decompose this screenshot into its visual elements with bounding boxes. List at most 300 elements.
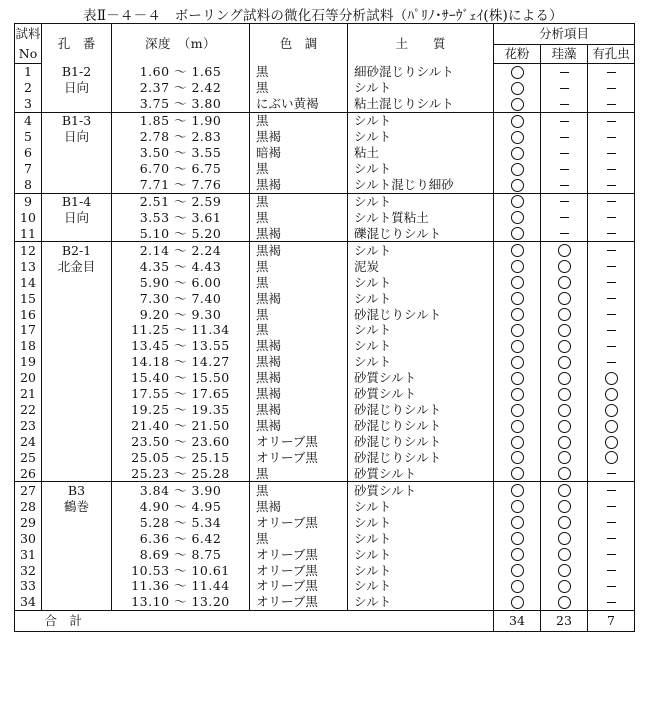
samples-table xyxy=(14,23,635,632)
color-cell: オリーブ黒 xyxy=(250,578,348,594)
table-row xyxy=(15,129,635,145)
circle-mark-icon xyxy=(558,356,571,369)
diatom-mark-cell xyxy=(541,193,588,209)
table-row xyxy=(15,546,635,562)
dash-mark-icon xyxy=(607,233,616,234)
table-row xyxy=(15,80,635,96)
hole-cell xyxy=(42,386,112,402)
soil-cell: 砂混じりシルト xyxy=(348,418,494,434)
circle-mark-icon xyxy=(511,436,524,449)
hole-cell xyxy=(42,145,112,161)
foraminifera-mark-cell xyxy=(588,274,635,290)
depth-cell: 8.69 ～ 8.75 xyxy=(112,546,250,562)
pollen-mark-cell xyxy=(494,498,541,514)
diatom-mark-cell xyxy=(541,129,588,145)
dash-mark-icon xyxy=(607,586,616,587)
hole-cell xyxy=(42,274,112,290)
dash-mark-icon xyxy=(607,538,616,539)
total-diatom: 23 xyxy=(541,610,588,631)
pollen-mark-cell xyxy=(494,530,541,546)
sample-no-cell: 17 xyxy=(20,322,36,338)
depth-cell: 2.78 ～ 2.83 xyxy=(112,129,250,145)
hole-cell: 日向 xyxy=(42,209,112,225)
sample-no-cell: 23 xyxy=(20,418,36,434)
table-row xyxy=(15,338,635,354)
pollen-mark-cell xyxy=(494,177,541,193)
dash-mark-icon xyxy=(560,233,569,234)
hole-cell: 北金目 xyxy=(42,258,112,274)
table-row xyxy=(15,402,635,418)
hole-cell: 日向 xyxy=(42,129,112,145)
header-sample-no xyxy=(15,24,42,45)
circle-mark-icon xyxy=(511,147,524,160)
circle-mark-icon xyxy=(511,179,524,192)
diatom-mark-cell xyxy=(541,177,588,193)
sample-no-cell: 28 xyxy=(20,498,36,514)
hole-cell xyxy=(42,322,112,338)
dash-mark-icon xyxy=(607,346,616,347)
circle-mark-icon xyxy=(511,356,524,369)
circle-mark-icon xyxy=(558,532,571,545)
circle-mark-icon xyxy=(558,404,571,417)
table-row xyxy=(15,225,635,241)
dash-mark-icon xyxy=(607,506,616,507)
circle-mark-icon xyxy=(511,548,524,561)
color-cell: オリーブ黒 xyxy=(250,434,348,450)
foraminifera-mark-cell xyxy=(588,402,635,418)
circle-mark-icon xyxy=(511,564,524,577)
table-row xyxy=(15,322,635,338)
soil-cell: シルト xyxy=(348,498,494,514)
circle-mark-icon xyxy=(558,436,571,449)
total-foraminifera: 7 xyxy=(588,610,635,631)
circle-mark-icon xyxy=(605,451,618,464)
dash-mark-icon xyxy=(607,298,616,299)
pollen-mark-cell xyxy=(494,64,541,80)
diatom-mark-cell xyxy=(541,418,588,434)
dash-mark-icon xyxy=(560,72,569,73)
diatom-mark-cell xyxy=(541,322,588,338)
soil-cell: シルト混じり細砂 xyxy=(348,177,494,193)
circle-mark-icon xyxy=(511,276,524,289)
diatom-mark-cell xyxy=(541,161,588,177)
header-diatom: 珪藻 xyxy=(541,45,588,64)
foraminifera-mark-cell xyxy=(588,450,635,466)
sample-no-cell: 4 xyxy=(15,112,42,128)
dash-mark-icon xyxy=(607,570,616,571)
table-body xyxy=(15,64,635,611)
dash-mark-icon xyxy=(560,88,569,89)
total-label: 合 計 xyxy=(15,610,112,631)
dash-mark-icon xyxy=(607,217,616,218)
circle-mark-icon xyxy=(605,372,618,385)
circle-mark-icon xyxy=(511,324,524,337)
hole-cell xyxy=(42,594,112,610)
foraminifera-mark-cell xyxy=(588,177,635,193)
table-row xyxy=(15,418,635,434)
table-row xyxy=(15,306,635,322)
table-row xyxy=(15,112,635,128)
dash-mark-icon xyxy=(560,185,569,186)
circle-mark-icon xyxy=(511,244,524,257)
sample-no-cell: 24 xyxy=(20,434,36,450)
dash-mark-icon xyxy=(607,250,616,251)
total-blank xyxy=(348,610,494,631)
dash-mark-icon xyxy=(607,121,616,122)
sample-no-cell: 27 xyxy=(15,482,42,498)
dash-mark-icon xyxy=(560,137,569,138)
depth-cell: 11.36 ～ 11.44 xyxy=(112,578,250,594)
sample-no-cell: 3 xyxy=(24,96,32,112)
dash-mark-icon xyxy=(607,522,616,523)
foraminifera-mark-cell xyxy=(588,434,635,450)
table-row xyxy=(15,530,635,546)
dash-mark-icon xyxy=(607,330,616,331)
header-no-abbrev: No xyxy=(15,45,42,64)
pollen-mark-cell xyxy=(494,434,541,450)
sample-no-cell: 31 xyxy=(20,546,36,562)
table-row xyxy=(15,386,635,402)
table-row xyxy=(15,498,635,514)
color-cell: 黒褐 xyxy=(250,338,348,354)
pollen-mark-cell xyxy=(494,514,541,530)
depth-cell: 14.18 ～ 14.27 xyxy=(112,354,250,370)
soil-cell: 細砂混じりシルト xyxy=(348,64,494,80)
dash-mark-icon xyxy=(607,72,616,73)
circle-mark-icon xyxy=(511,484,524,497)
foraminifera-mark-cell xyxy=(588,578,635,594)
dash-mark-icon xyxy=(607,282,616,283)
circle-mark-icon xyxy=(558,276,571,289)
table-row xyxy=(15,434,635,450)
pollen-mark-cell xyxy=(494,258,541,274)
circle-mark-icon xyxy=(511,82,524,95)
sample-no-cell: 19 xyxy=(20,354,36,370)
hole-cell xyxy=(42,578,112,594)
circle-mark-icon xyxy=(511,308,524,321)
table-row xyxy=(15,290,635,306)
diatom-mark-cell xyxy=(541,562,588,578)
depth-cell: 4.35 ～ 4.43 xyxy=(112,258,250,274)
circle-mark-icon xyxy=(558,451,571,464)
total-pollen: 34 xyxy=(494,610,541,631)
pollen-mark-cell xyxy=(494,80,541,96)
color-cell: 黒褐 xyxy=(250,225,348,241)
sample-no-cell: 12 xyxy=(15,242,42,258)
soil-cell: シルト xyxy=(348,193,494,209)
hole-cell xyxy=(42,338,112,354)
depth-cell: 1.60 ～ 1.65 xyxy=(112,64,250,80)
circle-mark-icon xyxy=(558,580,571,593)
depth-cell: 9.20 ～ 9.30 xyxy=(112,306,250,322)
depth-cell: 13.10 ～ 13.20 xyxy=(112,594,250,610)
header-analysis: 分析項目 xyxy=(494,24,635,45)
color-cell: 黒 xyxy=(250,193,348,209)
sample-no-cell: 29 xyxy=(20,514,36,530)
table-row xyxy=(15,64,635,80)
hole-cell: 鶴巻 xyxy=(42,498,112,514)
pollen-mark-cell xyxy=(494,338,541,354)
foraminifera-mark-cell xyxy=(588,322,635,338)
color-cell: 黒 xyxy=(250,322,348,338)
dash-mark-icon xyxy=(607,554,616,555)
soil-cell: シルト xyxy=(348,161,494,177)
circle-mark-icon xyxy=(511,292,524,305)
circle-mark-icon xyxy=(511,340,524,353)
soil-cell: 砂質シルト xyxy=(348,370,494,386)
diatom-mark-cell xyxy=(541,209,588,225)
foraminifera-mark-cell xyxy=(588,290,635,306)
foraminifera-mark-cell xyxy=(588,465,635,481)
circle-mark-icon xyxy=(511,372,524,385)
table-row xyxy=(15,161,635,177)
circle-mark-icon xyxy=(558,388,571,401)
hole-cell xyxy=(42,434,112,450)
foraminifera-mark-cell xyxy=(588,193,635,209)
dash-mark-icon xyxy=(607,169,616,170)
hole-cell xyxy=(42,354,112,370)
circle-mark-icon xyxy=(511,467,524,480)
table-row xyxy=(15,370,635,386)
pollen-mark-cell xyxy=(494,161,541,177)
circle-mark-icon xyxy=(558,467,571,480)
depth-cell: 3.84 ～ 3.90 xyxy=(112,482,250,498)
header-hole: 孔 番 xyxy=(42,24,112,64)
depth-cell: 6.70 ～ 6.75 xyxy=(112,161,250,177)
foraminifera-mark-cell xyxy=(588,242,635,258)
pollen-mark-cell xyxy=(494,386,541,402)
diatom-mark-cell xyxy=(541,338,588,354)
depth-cell: 5.10 ～ 5.20 xyxy=(112,225,250,241)
depth-cell: 15.40 ～ 15.50 xyxy=(112,370,250,386)
diatom-mark-cell xyxy=(541,594,588,610)
soil-cell: シルト xyxy=(348,562,494,578)
circle-mark-icon xyxy=(511,451,524,464)
color-cell: オリーブ黒 xyxy=(250,562,348,578)
table-row xyxy=(15,482,635,498)
soil-cell: シルト xyxy=(348,578,494,594)
pollen-mark-cell xyxy=(494,112,541,128)
hole-cell xyxy=(42,306,112,322)
color-cell: 黒 xyxy=(250,530,348,546)
depth-cell: 7.71 ～ 7.76 xyxy=(112,177,250,193)
soil-cell: 粘土混じりシルト xyxy=(348,96,494,112)
circle-mark-icon xyxy=(558,548,571,561)
depth-cell: 23.50 ～ 23.60 xyxy=(112,434,250,450)
dash-mark-icon xyxy=(607,473,616,474)
dash-mark-icon xyxy=(560,169,569,170)
header-color: 色 調 xyxy=(250,24,348,64)
circle-mark-icon xyxy=(558,372,571,385)
dash-mark-icon xyxy=(560,201,569,202)
foraminifera-mark-cell xyxy=(588,80,635,96)
circle-mark-icon xyxy=(511,388,524,401)
hole-cell: B1-2 xyxy=(42,64,112,80)
hole-cell xyxy=(42,465,112,481)
circle-mark-icon xyxy=(558,260,571,273)
pollen-mark-cell xyxy=(494,193,541,209)
circle-mark-icon xyxy=(511,115,524,128)
depth-cell: 2.51 ～ 2.59 xyxy=(112,193,250,209)
pollen-mark-cell xyxy=(494,370,541,386)
diatom-mark-cell xyxy=(541,530,588,546)
depth-cell: 7.30 ～ 7.40 xyxy=(112,290,250,306)
pollen-mark-cell xyxy=(494,209,541,225)
sample-no-cell: 6 xyxy=(24,145,32,161)
dash-mark-icon xyxy=(560,104,569,105)
hole-cell: B2-1 xyxy=(42,242,112,258)
color-cell: 黒褐 xyxy=(250,177,348,193)
pollen-mark-cell xyxy=(494,145,541,161)
circle-mark-icon xyxy=(511,163,524,176)
hole-cell xyxy=(42,96,112,112)
foraminifera-mark-cell xyxy=(588,418,635,434)
depth-cell: 21.40 ～ 21.50 xyxy=(112,418,250,434)
diatom-mark-cell xyxy=(541,64,588,80)
foraminifera-mark-cell xyxy=(588,96,635,112)
diatom-mark-cell xyxy=(541,546,588,562)
dash-mark-icon xyxy=(560,217,569,218)
depth-cell: 25.05 ～ 25.15 xyxy=(112,450,250,466)
soil-cell: 砂混じりシルト xyxy=(348,434,494,450)
diatom-mark-cell xyxy=(541,290,588,306)
dash-mark-icon xyxy=(607,137,616,138)
soil-cell: シルト xyxy=(348,514,494,530)
soil-cell: 砂混じりシルト xyxy=(348,306,494,322)
depth-cell: 13.45 ～ 13.55 xyxy=(112,338,250,354)
dash-mark-icon xyxy=(607,104,616,105)
dash-mark-icon xyxy=(607,266,616,267)
circle-mark-icon xyxy=(558,564,571,577)
diatom-mark-cell xyxy=(541,465,588,481)
sample-no-cell: 32 xyxy=(20,562,36,578)
color-cell: 黒褐 xyxy=(250,129,348,145)
table-row xyxy=(15,562,635,578)
foraminifera-mark-cell xyxy=(588,306,635,322)
diatom-mark-cell xyxy=(541,386,588,402)
diatom-mark-cell xyxy=(541,402,588,418)
color-cell: 黒褐 xyxy=(250,418,348,434)
soil-cell: 粘土 xyxy=(348,145,494,161)
hole-cell xyxy=(42,402,112,418)
depth-cell: 2.37 ～ 2.42 xyxy=(112,80,250,96)
pollen-mark-cell xyxy=(494,578,541,594)
table-row xyxy=(15,594,635,610)
table-row xyxy=(15,450,635,466)
circle-mark-icon xyxy=(558,596,571,609)
sample-no-cell: 10 xyxy=(20,209,36,225)
dash-mark-icon xyxy=(607,362,616,363)
diatom-mark-cell xyxy=(541,225,588,241)
sample-no-cell: 8 xyxy=(24,177,32,193)
foraminifera-mark-cell xyxy=(588,482,635,498)
sample-no-cell: 5 xyxy=(24,129,32,145)
foraminifera-mark-cell xyxy=(588,354,635,370)
hole-cell xyxy=(42,225,112,241)
hole-cell xyxy=(42,418,112,434)
soil-cell: シルト xyxy=(348,112,494,128)
diatom-mark-cell xyxy=(541,354,588,370)
color-cell: 黒 xyxy=(250,306,348,322)
circle-mark-icon xyxy=(511,420,524,433)
sample-no-cell: 2 xyxy=(24,80,32,96)
sample-no-cell: 11 xyxy=(20,225,36,241)
soil-cell: シルト xyxy=(348,322,494,338)
circle-mark-icon xyxy=(511,227,524,240)
table-row xyxy=(15,209,635,225)
hole-cell xyxy=(42,530,112,546)
color-cell: オリーブ黒 xyxy=(250,594,348,610)
circle-mark-icon xyxy=(511,404,524,417)
sample-no-cell: 9 xyxy=(15,193,42,209)
table-header xyxy=(15,24,635,64)
table-row xyxy=(15,177,635,193)
pollen-mark-cell xyxy=(494,129,541,145)
color-cell: 黒 xyxy=(250,80,348,96)
circle-mark-icon xyxy=(511,596,524,609)
color-cell: 黒 xyxy=(250,112,348,128)
pollen-mark-cell xyxy=(494,225,541,241)
pollen-mark-cell xyxy=(494,402,541,418)
depth-cell: 1.85 ～ 1.90 xyxy=(112,112,250,128)
circle-mark-icon xyxy=(558,292,571,305)
diatom-mark-cell xyxy=(541,450,588,466)
diatom-mark-cell xyxy=(541,258,588,274)
foraminifera-mark-cell xyxy=(588,514,635,530)
sample-no-cell: 1 xyxy=(24,64,32,80)
pollen-mark-cell xyxy=(494,594,541,610)
hole-cell xyxy=(42,370,112,386)
pollen-mark-cell xyxy=(494,96,541,112)
table-title: 表Ⅱ－４－４ ボーリング試料の微化石等分析試料（ﾊﾟﾘﾉ･ｻｰｳﾞｪｲ(株)による） xyxy=(83,8,563,24)
diatom-mark-cell xyxy=(541,498,588,514)
depth-cell: 3.53 ～ 3.61 xyxy=(112,209,250,225)
circle-mark-icon xyxy=(558,244,571,257)
sample-no-cell: 22 xyxy=(20,402,36,418)
diatom-mark-cell xyxy=(541,306,588,322)
circle-mark-icon xyxy=(558,500,571,513)
hole-cell xyxy=(42,546,112,562)
foraminifera-mark-cell xyxy=(588,145,635,161)
foraminifera-mark-cell xyxy=(588,594,635,610)
diatom-mark-cell xyxy=(541,370,588,386)
color-cell: オリーブ黒 xyxy=(250,450,348,466)
color-cell: 黒褐 xyxy=(250,354,348,370)
dash-mark-icon xyxy=(607,490,616,491)
soil-cell: シルト xyxy=(348,129,494,145)
circle-mark-icon xyxy=(558,420,571,433)
color-cell: 黒 xyxy=(250,258,348,274)
depth-cell: 4.90 ～ 4.95 xyxy=(112,498,250,514)
hole-cell xyxy=(42,290,112,306)
sample-no-cell: 20 xyxy=(20,370,36,386)
pollen-mark-cell xyxy=(494,322,541,338)
pollen-mark-cell xyxy=(494,306,541,322)
soil-cell: 砂混じりシルト xyxy=(348,450,494,466)
header-soil: 土 質 xyxy=(348,24,494,64)
color-cell: オリーブ黒 xyxy=(250,514,348,530)
pollen-mark-cell xyxy=(494,450,541,466)
color-cell: 黒褐 xyxy=(250,498,348,514)
total-row xyxy=(15,610,635,631)
table-row xyxy=(15,514,635,530)
pollen-mark-cell xyxy=(494,274,541,290)
header-depth: 深度 （m） xyxy=(112,24,250,64)
color-cell: 黒褐 xyxy=(250,386,348,402)
color-cell: 黒褐 xyxy=(250,370,348,386)
dash-mark-icon xyxy=(607,185,616,186)
pollen-mark-cell xyxy=(494,242,541,258)
